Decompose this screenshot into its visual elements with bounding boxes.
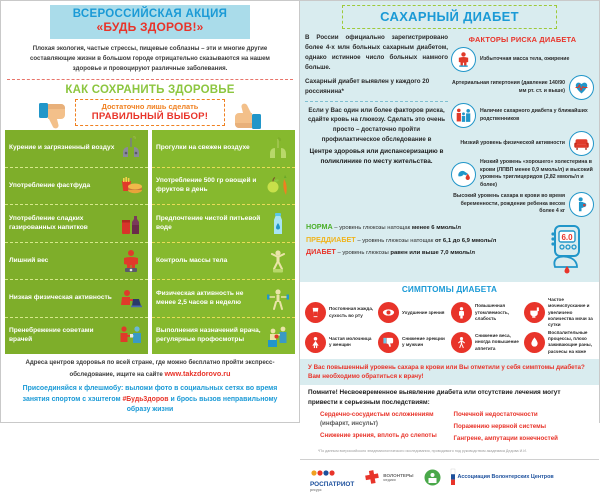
partner-logos-bar xyxy=(300,459,599,495)
every-20th-text: Сахарный диабет выявлен у каждого 20 россиянина* xyxy=(305,77,430,95)
glucose-tag-diabetes: ДИАБЕТ xyxy=(306,247,336,257)
weight-loss-icon xyxy=(451,332,472,353)
campaign-title-line1: ВСЕРОССИЙСКАЯ АКЦИЯ xyxy=(72,8,228,20)
diabetes-title-box xyxy=(342,5,557,29)
health-center-text: Центре здоровья или диспансеризацию в поликлинике по месту жительства. xyxy=(309,148,444,166)
right-choice-box xyxy=(75,99,225,126)
complication-label: Поражению нервной системы xyxy=(453,422,546,430)
symptom-label: Постоянная жажда, сухость во рту xyxy=(329,306,374,318)
good-item-label: Прогулки на свежен воздухе xyxy=(156,143,250,151)
list-item xyxy=(5,204,148,242)
symptom-label: Снижение веса, иногда повышение аппетита xyxy=(475,333,519,351)
flashmob-line2a: время занятия спортом с хэштегом xyxy=(22,384,278,403)
risk-factors-heading: ФАКТОРЫ РИСКА ДИАБЕТА xyxy=(468,35,577,44)
volunteers-sub: медики xyxy=(383,477,396,482)
list-item xyxy=(5,130,148,167)
heart-pressure-icon xyxy=(569,75,594,100)
list-item xyxy=(320,411,446,429)
good-item-label: Физическая активность не менее 2,5 часов в неделю xyxy=(156,289,244,306)
rospatriot-label: РОСПАТРИОТ xyxy=(310,480,355,488)
list-item xyxy=(454,411,580,420)
symptom-label: Снижение эрекции у мужчин xyxy=(402,336,445,348)
list-item xyxy=(451,159,594,189)
dumbbell-exercise-icon xyxy=(265,286,291,312)
list-item xyxy=(152,317,295,355)
pregnant-icon xyxy=(569,192,594,217)
screening-advice-text: Если у Вас один или более факторов риска, сдайте кровь на глюкозу. Сделать это очень просто – достаточно пройти профилактическое обследование в xyxy=(307,106,446,144)
eye-icon xyxy=(378,302,399,323)
risk-label: Низкий уровень физической активности xyxy=(460,139,565,146)
green-shield-logo xyxy=(424,469,441,486)
complications-section xyxy=(300,385,599,459)
overweight-scale-icon xyxy=(118,248,144,274)
list-item xyxy=(451,47,594,72)
woman-icon xyxy=(305,332,326,353)
footer-note-line2: экспресс-обследование, ищите на сайте xyxy=(69,359,275,379)
doctor-checkup-icon xyxy=(265,323,291,349)
symptom-label: Повышенная утомляемость, слабость xyxy=(475,303,510,321)
list-item xyxy=(451,103,594,128)
health-centers-note xyxy=(1,354,299,381)
list-item xyxy=(305,330,375,355)
list-item xyxy=(320,432,446,441)
risk-label: Наличие сахарного диабета у ближайших родственников xyxy=(480,107,588,122)
glucose-levels-section xyxy=(300,220,599,278)
shield-person-icon xyxy=(424,469,441,486)
glucose-desc-diabetes: – уровень глюкозы xyxy=(335,250,391,257)
water-bottle-icon xyxy=(265,211,291,237)
obese-person-icon xyxy=(451,47,476,72)
fit-scale-icon xyxy=(265,248,291,274)
symptom-label: Частое мочеиспускание и увеличено количества мочи за сутки xyxy=(548,297,593,327)
list-item xyxy=(306,222,541,233)
good-item-label: Предпочтение чистой питьевой воде xyxy=(156,214,261,231)
fruits-vegetables-icon xyxy=(265,173,291,199)
glucose-levels-list xyxy=(306,222,541,260)
family-icon xyxy=(451,103,476,128)
complications-left-column xyxy=(320,411,446,447)
complication-label: Гангрене, ампутации конечностей xyxy=(453,434,558,442)
campaign-title-banner xyxy=(50,5,250,39)
symptoms-section xyxy=(300,282,599,359)
good-item-label: Употребление 500 гр овощей и фруктов в день xyxy=(156,177,257,193)
list-item xyxy=(451,75,594,100)
risk-label: Артериальная гипертония (давление 140/90 мм рт. ст. и выше) xyxy=(451,79,565,94)
alert-line1: У Вас повышенный уровень сахара в крови или Вы отметили у себя симптомы диабета? xyxy=(308,363,585,371)
list-item xyxy=(454,435,580,444)
rospatriot-sub: ресурс xyxy=(310,487,322,492)
alert-see-doctor xyxy=(300,359,599,385)
thumb-down-icon xyxy=(39,101,73,133)
bad-item-label: Лишний вес xyxy=(9,256,49,264)
list-item xyxy=(152,204,295,242)
complications-right-column xyxy=(454,411,580,447)
risk-factors-column xyxy=(451,33,594,220)
flashmob-call-to-action xyxy=(1,381,299,422)
list-item xyxy=(152,279,295,317)
diabetes-upper-section xyxy=(300,29,599,220)
toilet-icon xyxy=(524,302,545,323)
flag-bar-icon xyxy=(451,469,455,485)
complication-label: Почечной недостаточности xyxy=(453,410,538,418)
bad-item-label: Курение и загрязненный воздух xyxy=(9,143,115,151)
list-item xyxy=(524,297,594,328)
glucometer-reading: 6.0 xyxy=(561,233,573,243)
list-item xyxy=(451,131,594,156)
association-volunteer-centers-logo xyxy=(451,469,554,485)
right-panel-diabetes xyxy=(300,0,600,492)
bad-item-label: Низкая физическая активность xyxy=(9,294,112,302)
remember-text: Помните! Несвоевременное выявление диабета или отсутствие лечения могут привести к серьезным последствиям: xyxy=(308,389,561,406)
list-item xyxy=(5,317,148,355)
lungs-icon xyxy=(118,135,144,161)
glucose-value-normal: менее 6 ммоль/л xyxy=(411,225,462,232)
volunteers-label: ВОЛОНТЕРЫ xyxy=(383,472,414,478)
red-cross-icon xyxy=(364,469,380,485)
how-to-stay-healthy-heading: КАК СОХРАНИТЬ ЗДОРОВЬЕ xyxy=(65,84,235,97)
list-item xyxy=(306,247,541,258)
sedentary-computer-icon xyxy=(118,286,144,312)
good-item-label: Контроль массы тела xyxy=(156,256,228,264)
list-item xyxy=(305,297,375,328)
list-item xyxy=(451,192,594,217)
list-item xyxy=(152,167,295,205)
hashtag-label: #Будь3доров xyxy=(122,395,169,403)
rospatriot-logo xyxy=(310,463,354,492)
habits-comparison xyxy=(1,130,299,354)
dashed-divider xyxy=(305,101,448,102)
inflammation-icon xyxy=(524,332,545,353)
thumb-down-icon xyxy=(378,332,399,353)
fastfood-icon xyxy=(118,173,144,199)
volunteers-medics-logo xyxy=(364,469,413,485)
glucometer-icon xyxy=(541,222,593,278)
symptom-label: Частая молочница у женщин xyxy=(329,336,372,348)
glucose-tag-prediabetes: ПРЕДДИАБЕТ xyxy=(306,234,356,244)
campaign-title-line2: «БУДЬ ЗДОРОВ!» xyxy=(96,20,204,35)
soda-icon xyxy=(118,211,144,237)
bad-item-label: Пренебрежение советами врачей xyxy=(9,327,94,344)
glass-water-icon xyxy=(305,302,326,323)
risk-label: Низкий уровень «хорошего» холестерина в крови (ЛПВП менее 0,9 ммоль/л) и высокий уровень триглицеридов (2,82 ммоль/л и более) xyxy=(480,159,593,188)
glucose-value-diabetes: равен или выше 7,0 ммоль/л xyxy=(390,250,476,257)
flashmob-line1: Присоединяйся к флешмобу: выложи фото в социальных сетях во xyxy=(22,384,255,392)
glucose-desc-prediabetes: – уровень глюкозы натощак xyxy=(355,237,435,244)
armchair-icon xyxy=(569,131,594,156)
left-panel-be-healthy xyxy=(0,0,300,423)
complication-label: Сердечно-сосудистым осложнениям xyxy=(320,410,434,418)
symptom-label: Ухудшение зрения xyxy=(402,309,445,315)
ignoring-doctor-icon xyxy=(118,323,144,349)
list-item xyxy=(306,235,541,246)
list-item xyxy=(524,330,594,355)
intro-paragraph: Плохая экология, частые стрессы, пищевые соблазны – эти и многие другие составляющие жизни в большом городе отрицательно сказываются на нашем здоровье и провоцируют различные заболевания. xyxy=(30,45,270,73)
symptom-label: Воспалительные процессы, плохо заживающие раны, расчесы на коже xyxy=(548,330,592,354)
complication-label: Снижение зрения, вплоть до слепоты xyxy=(320,431,437,439)
healthy-lungs-icon xyxy=(265,135,291,161)
list-item xyxy=(5,242,148,280)
symptoms-grid xyxy=(305,297,594,355)
tired-person-icon xyxy=(451,302,472,323)
complications-grid xyxy=(308,408,591,447)
footer-note-line1: Адреса центров здоровья по всей стране, где можно бесплатно пройти xyxy=(25,359,244,367)
risk-label: Высокий уровень сахара в крови во время беременности, рождение ребенка весом более 4 кг xyxy=(453,193,565,215)
thumb-up-icon xyxy=(227,101,261,133)
takzdorovo-link[interactable]: www.takzdorovo.ru xyxy=(164,369,231,379)
footnote-source: *По данным всероссийского эпидемиологического исследования, проводимого под руководством академика Дедова И.И. xyxy=(318,448,527,453)
flashmob-line2b: и брось вызов xyxy=(170,395,221,403)
glucose-value-prediabetes: от 6,1 до 6,9 ммоль/л xyxy=(434,237,497,244)
diabetes-stats-column xyxy=(305,33,448,220)
list-item xyxy=(152,130,295,167)
bad-item-label: Употребление сладких газированных напитков xyxy=(9,214,88,231)
good-item-label: Выполнения назначений врача, регулярные профосмотры xyxy=(156,327,261,344)
choice-line1: Достаточно лишь сделать xyxy=(101,102,199,112)
registered-patients-text: В России официально зарегистрировано более 4-х млн больных сахарным диабетом, однако истинное число больных намного больше. xyxy=(305,34,448,71)
good-habits-column xyxy=(152,130,295,354)
diabetes-title: САХАРНЫЙ ДИАБЕТ xyxy=(380,9,519,24)
choice-line2: ПРАВИЛЬНЫЙ ВЫБОР! xyxy=(91,111,209,123)
list-item xyxy=(451,297,521,328)
symptoms-heading: СИМПТОМЫ ДИАБЕТА xyxy=(401,285,498,295)
glucose-tag-normal: НОРМА xyxy=(306,222,333,232)
bad-habits-column xyxy=(5,130,148,354)
blood-drop-icon xyxy=(451,162,476,187)
list-item xyxy=(5,279,148,317)
rospatriot-dots-icon xyxy=(310,470,336,476)
association-label: Ассоциация Волонтерских Центров xyxy=(457,473,554,480)
list-item xyxy=(378,297,448,328)
flashmob-line3: неправильному образу жизни xyxy=(126,395,278,414)
list-item xyxy=(378,330,448,355)
alert-line2: Вам необходимо обратиться к врачу! xyxy=(308,373,424,381)
list-item xyxy=(152,242,295,280)
list-item xyxy=(454,423,580,432)
list-item xyxy=(451,330,521,355)
risk-label: Избыточная масса тела, ожирение xyxy=(480,55,570,62)
bad-item-label: Употребление фастфуда xyxy=(9,181,91,189)
glucose-desc-normal: – уровень глюкозы натощак xyxy=(332,225,412,232)
complication-note: (инфаркт, инсульт) xyxy=(320,419,378,427)
list-item xyxy=(5,167,148,205)
